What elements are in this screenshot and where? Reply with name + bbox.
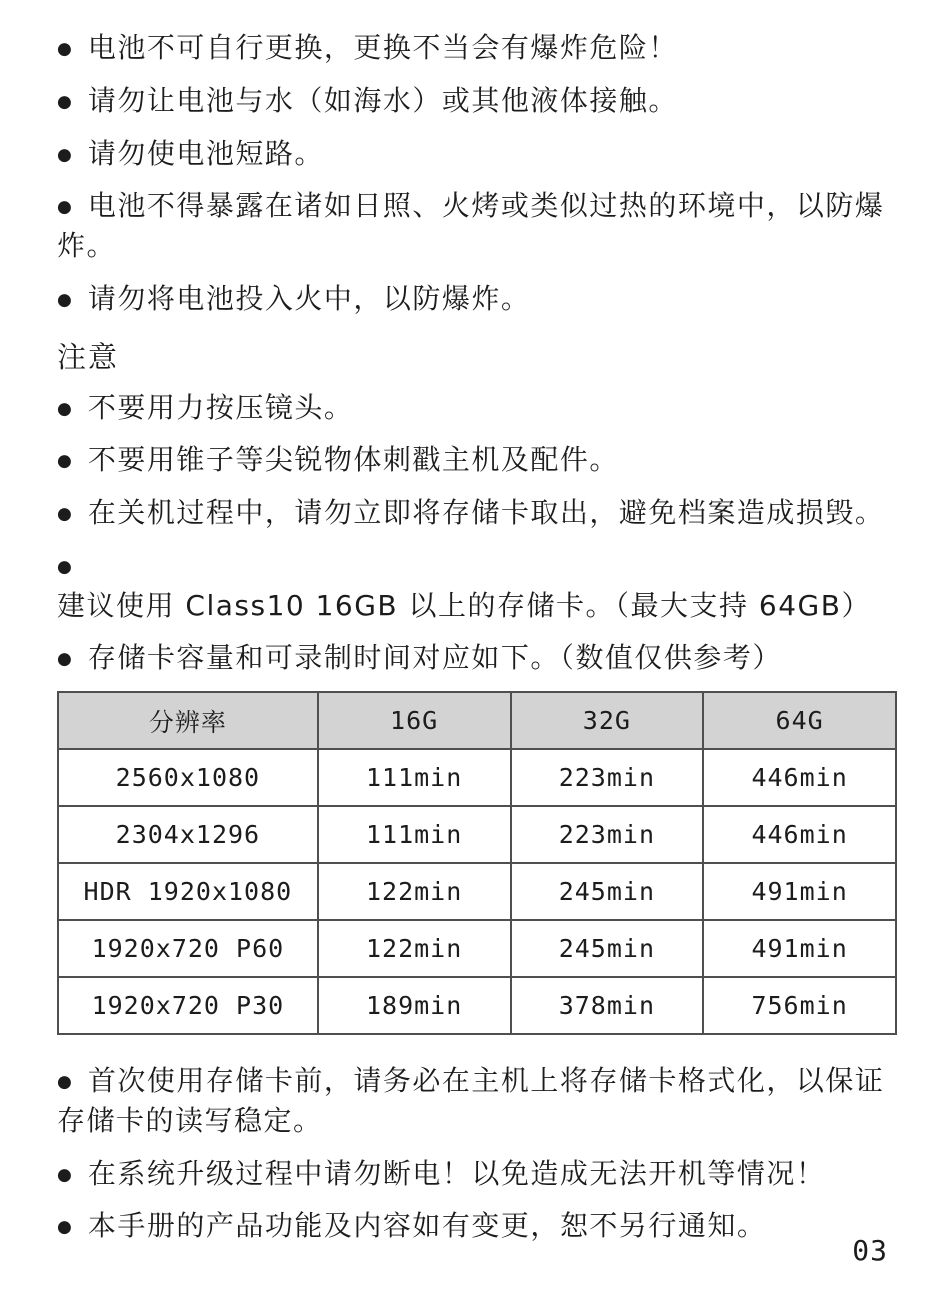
table-cell: 122min: [318, 863, 511, 920]
list-item: [57, 1154, 900, 1194]
table-header-64g: 64G: [703, 692, 896, 749]
list-item-text: 建议使用 Class10 16GB 以上的存储卡。（最大支持 64GB）: [57, 588, 871, 622]
bullet-icon: [57, 282, 88, 315]
list-item-text: 首次使用存储卡前，请务必在主机上将存储卡格式化，以保证存储卡的读写稳定。: [57, 1064, 885, 1137]
bullet-icon: [57, 1157, 88, 1190]
table-cell: 756min: [703, 977, 896, 1034]
list-item: [57, 638, 900, 678]
table-cell: 245min: [511, 920, 704, 977]
table-header-32g: 32G: [511, 692, 704, 749]
table-cell: 223min: [511, 749, 704, 806]
list-item-text: 请勿将电池投入火中，以防爆炸。: [87, 281, 531, 315]
bullet-icon: [57, 189, 88, 222]
list-item: [57, 279, 900, 319]
table-cell: 446min: [703, 749, 896, 806]
table-cell: 189min: [318, 977, 511, 1034]
table-row: [58, 863, 896, 920]
bullet-icon: [57, 84, 88, 117]
table-cell: HDR 1920x1080: [58, 863, 318, 920]
table-cell: 378min: [511, 977, 704, 1034]
list-item-text: 在系统升级过程中请勿断电！以免造成无法开机等情况！: [87, 1156, 826, 1190]
recording-time-table: [57, 691, 897, 1035]
bullet-icon: [57, 496, 88, 529]
list-item-text: 电池不可自行更换，更换不当会有爆炸危险！: [87, 31, 678, 64]
list-item: [57, 1206, 900, 1246]
bullet-icon: [57, 31, 88, 64]
list-item: [57, 1061, 900, 1141]
table-cell: 111min: [318, 806, 511, 863]
table-cell: 223min: [511, 806, 704, 863]
table-row: [58, 977, 896, 1034]
table-cell: 491min: [703, 863, 896, 920]
list-item: [57, 546, 900, 626]
bullet-icon: [57, 1209, 88, 1242]
table-cell: 122min: [318, 920, 511, 977]
notice-heading: 注意: [57, 339, 120, 374]
list-item-text: 存储卡容量和可录制时间对应如下。（数值仅供参考）: [87, 641, 782, 675]
table-header-resolution: 分辨率: [58, 692, 318, 749]
list-item-text: 本手册的产品功能及内容如有变更，恕不另行通知。: [87, 1209, 767, 1243]
list-item: [57, 493, 900, 533]
list-item-text: 电池不得暴露在诸如日照、火烤或类似过热的环境中，以防爆炸。: [57, 189, 885, 262]
list-item-text: 在关机过程中，请勿立即将存储卡取出，避免档案造成损毁。: [87, 496, 885, 529]
bullet-icon: [57, 1064, 88, 1097]
list-item-text: 请勿使电池短路。: [87, 136, 324, 170]
table-header-16g: 16G: [318, 692, 511, 749]
table-header-row: [58, 692, 896, 749]
battery-warning-list: [57, 28, 900, 319]
table-cell: 245min: [511, 863, 704, 920]
list-item-text: 不要用力按压镜头。: [87, 390, 354, 424]
list-item: [57, 81, 900, 121]
list-item: [57, 388, 900, 428]
list-item: [57, 440, 900, 480]
list-item: [57, 186, 900, 266]
list-item: [57, 134, 900, 174]
bullet-icon: [57, 391, 88, 424]
table-cell: 2560x1080: [58, 749, 318, 806]
table-cell: 491min: [703, 920, 896, 977]
page-number: 03: [852, 1234, 888, 1267]
table-cell: 1920x720 P60: [58, 920, 318, 977]
list-item-text: 不要用锥子等尖锐物体刺戳主机及配件。: [87, 443, 619, 477]
table-row: [58, 920, 896, 977]
notice-list: [57, 388, 900, 679]
table-cell: 111min: [318, 749, 511, 806]
bullet-icon: [57, 549, 88, 582]
table-cell: 2304x1296: [58, 806, 318, 863]
list-item: [57, 28, 900, 68]
table-row: [58, 749, 896, 806]
bullet-icon: [57, 137, 88, 170]
footer-notes-list: [57, 1061, 900, 1246]
table-cell: 446min: [703, 806, 896, 863]
table-cell: 1920x720 P30: [58, 977, 318, 1034]
list-item-text: 请勿让电池与水（如海水）或其他液体接触。: [87, 83, 678, 117]
bullet-icon: [57, 641, 88, 674]
table-row: [58, 806, 896, 863]
bullet-icon: [57, 443, 88, 476]
